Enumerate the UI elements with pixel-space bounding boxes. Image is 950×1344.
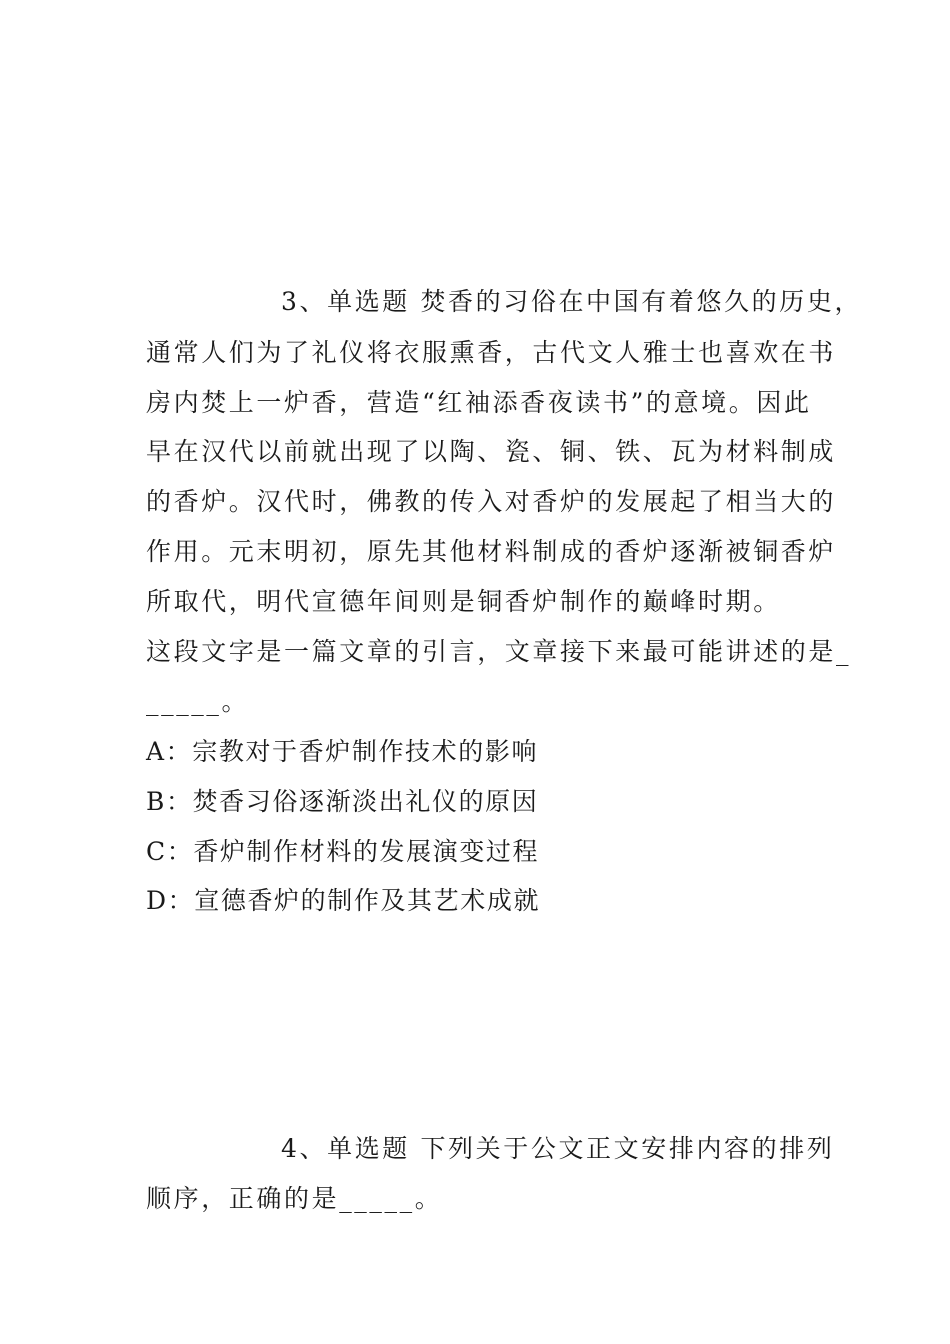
question-4-heading: 4、单选题 下列关于公文正文安排内容的排列 (281, 1134, 835, 1163)
question-3-text-line: 所取代，明代宣德年间则是铜香炉制作的巅峰时期。 (146, 587, 781, 616)
question-3-text-line: 通常人们为了礼仪将衣服熏香，古代文人雅士也喜欢在书 (146, 338, 837, 367)
question-3-prompt-blank: _____。 (146, 687, 250, 716)
question-3-prompt: 这段文字是一篇文章的引言，文章接下来最可能讲述的是_ (146, 637, 852, 666)
option-c: C：香炉制作材料的发展演变过程 (146, 837, 540, 866)
question-3-text-line: 的香炉。汉代时，佛教的传入对香炉的发展起了相当大的 (146, 487, 837, 516)
option-d: D：宣德香炉的制作及其艺术成就 (146, 886, 541, 915)
question-3-text-line: 作用。元末明初，原先其他材料制成的香炉逐渐被铜香炉 (146, 537, 837, 566)
question-3-heading: 3、单选题 焚香的习俗在中国有着悠久的历史， (281, 287, 863, 316)
question-3-text-line: 早在汉代以前就出现了以陶、瓷、铜、铁、瓦为材料制成 (146, 437, 837, 466)
question-4-text-line: 顺序，正确的是_____。 (146, 1184, 443, 1213)
option-a: A：宗教对于香炉制作技术的影响 (146, 737, 539, 766)
question-3-text-line: 房内焚上一炉香，营造“红袖添香夜读书”的意境。因此 (146, 388, 812, 417)
option-b: B：焚香习俗逐渐淡出礼仪的原因 (146, 787, 539, 816)
